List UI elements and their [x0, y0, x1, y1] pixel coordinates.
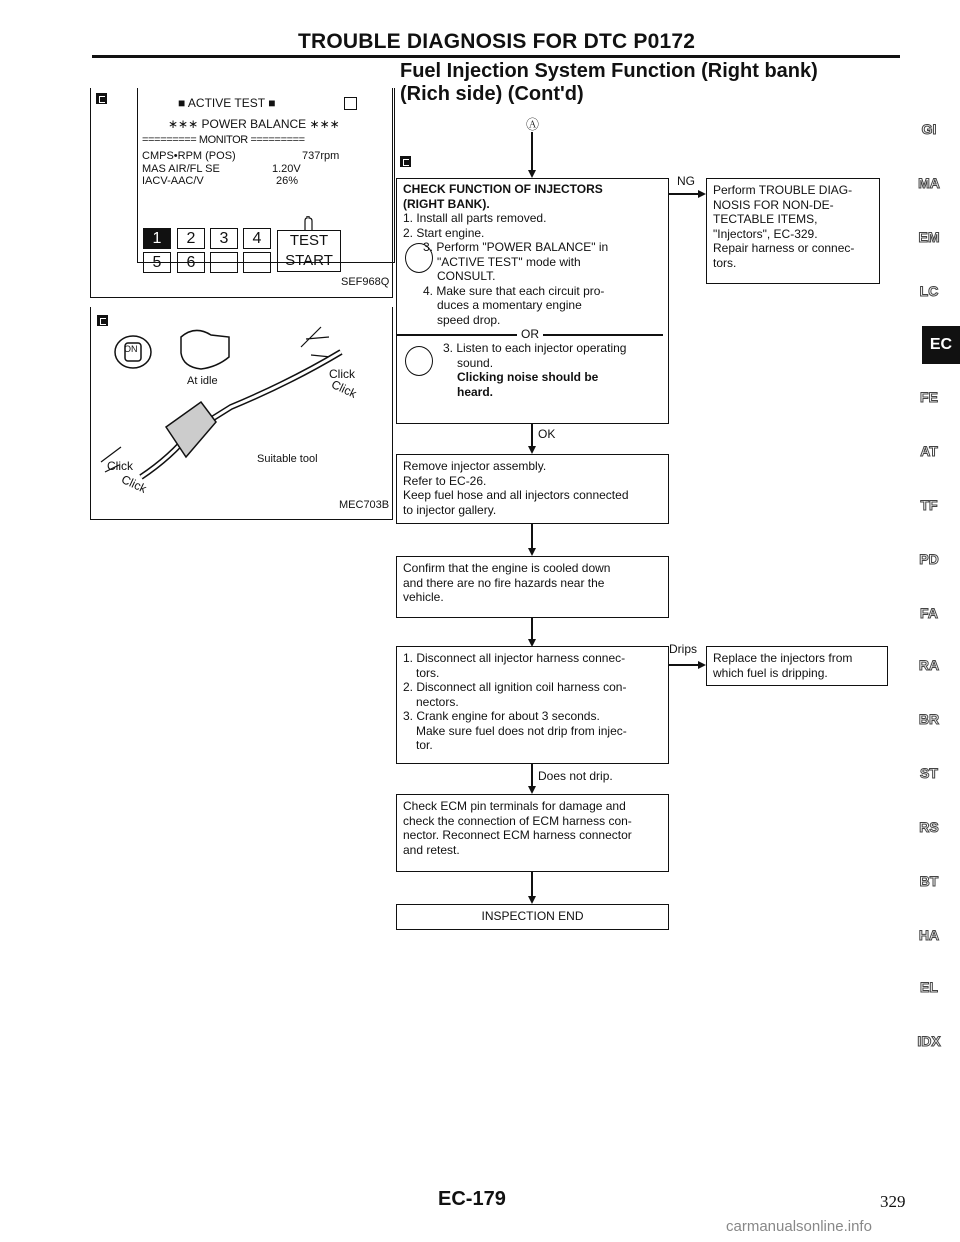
check-injectors-box: [396, 178, 669, 424]
ng-line: TECTABLE ITEMS,: [713, 212, 818, 226]
click-label: Click: [329, 367, 355, 381]
ecm-line: nector. Reconnect ECM harness connector: [403, 828, 632, 842]
check-step-2: 2. Start engine.: [403, 225, 485, 240]
drips-line: Replace the injectors from: [713, 651, 853, 665]
alt-step-3a: 3. Listen to each injector operating: [443, 341, 627, 355]
ecm-line: and retest.: [403, 842, 460, 857]
drips-action-box: [706, 646, 888, 686]
flow-arrow: [528, 548, 536, 556]
disconnect-line: nectors.: [416, 694, 459, 709]
flow-arrow: [528, 170, 536, 178]
remove-line: Refer to EC-26.: [403, 473, 487, 488]
confirm-line: Confirm that the engine is cooled down: [403, 561, 611, 575]
check-step-3a: 3. Perform "POWER BALANCE" in: [423, 240, 609, 254]
click-label: Click: [119, 472, 149, 496]
tab-br[interactable]: BR: [918, 711, 940, 727]
ecm-line: Check ECM pin terminals for damage and: [403, 799, 626, 813]
check-step-4c: speed drop.: [437, 312, 501, 327]
test-label: TEST: [289, 232, 329, 249]
tab-bt[interactable]: BT: [919, 873, 939, 889]
alt-step-3c: Clicking noise should be: [457, 370, 599, 384]
disconnect-line: 3. Crank engine for about 3 seconds.: [403, 709, 600, 723]
alt-step-3b: sound.: [457, 355, 494, 370]
alt-step-3d: heard.: [457, 384, 494, 399]
ng-line: Repair harness or connec-: [713, 241, 855, 255]
key-blank: [243, 252, 271, 273]
figure-id: SEF968Q: [341, 276, 390, 288]
tab-el[interactable]: EL: [920, 979, 938, 995]
power-balance-label: ∗∗∗ POWER BALANCE ∗∗∗: [168, 117, 340, 131]
disconnect-box: [396, 646, 669, 764]
click-label: Click: [329, 377, 359, 401]
tab-gi[interactable]: GI: [921, 121, 937, 137]
page-code: EC-179: [438, 1188, 506, 1210]
inspection-end-box: INSPECTION END: [396, 904, 669, 930]
connector-a: Ⓐ: [526, 117, 540, 132]
consult-tool-icon: [405, 243, 433, 273]
or-label: OR: [517, 327, 543, 342]
disconnect-line: tor.: [416, 738, 433, 752]
tab-fe[interactable]: FE: [920, 389, 938, 405]
tab-ma[interactable]: MA: [918, 175, 940, 191]
listen-tool-icon: [405, 346, 433, 376]
monitor-figure: [90, 88, 393, 298]
confirm-line: and there are no fire hazards near the: [403, 575, 605, 590]
flow-arrow: [698, 661, 706, 669]
check-step-1: 1. Install all parts removed.: [403, 211, 547, 225]
header-rule: [92, 55, 900, 58]
tab-lc[interactable]: LC: [919, 283, 939, 299]
confirm-line: vehicle.: [403, 590, 444, 604]
monitor-row-1-label: CMPS•RPM (POS): [142, 150, 236, 162]
remove-line: Keep fuel hose and all injectors connected: [403, 488, 629, 502]
key-5: 5: [143, 252, 171, 273]
check-ecm-box: [396, 794, 669, 872]
ng-line: tors.: [713, 255, 737, 270]
test-start-key: [277, 230, 341, 272]
key-3: 3: [210, 228, 238, 249]
disconnect-line: Make sure fuel does not drip from injec-: [416, 723, 627, 738]
check-step-4b: duces a momentary engine: [437, 298, 582, 312]
square-icon: ■: [178, 96, 186, 110]
monitor-line: ========= MONITOR =========: [142, 134, 305, 146]
remove-line: to injector gallery.: [403, 502, 497, 517]
key-4: 4: [243, 228, 271, 249]
drips-line: which fuel is dripping.: [713, 665, 828, 680]
watermark: carmanualsonline.info: [726, 1218, 872, 1235]
check-step-3c: CONSULT.: [437, 269, 496, 283]
consult-icon: [400, 156, 411, 167]
tab-ec[interactable]: EC: [922, 326, 960, 364]
figure-id: MEC703B: [339, 499, 390, 511]
disconnect-line: 1. Disconnect all injector harness connec-: [403, 651, 626, 665]
confirm-box: [396, 556, 669, 618]
ng-line: NOSIS FOR NON-DE-: [713, 197, 834, 212]
disconnect-line: 2. Disconnect all ignition coil harness con-: [403, 680, 627, 694]
start-label: START: [285, 252, 333, 269]
check-title-1: CHECK FUNCTION OF INJECTORS: [403, 182, 603, 196]
monitor-row-2-label: MAS AIR/FL SE: [142, 163, 220, 175]
flow-arrow: [698, 190, 706, 198]
remove-injector-box: [396, 454, 669, 524]
ecm-line: check the connection of ECM harness con-: [403, 813, 632, 828]
tab-ha[interactable]: HA: [918, 927, 940, 943]
tab-fa[interactable]: FA: [920, 605, 938, 621]
ng-line: Perform TROUBLE DIAG-: [713, 183, 853, 197]
key-6: 6: [177, 252, 205, 273]
check-step-4a: 4. Make sure that each circuit pro-: [423, 283, 605, 298]
monitor-row-1-value: 737rpm: [302, 150, 340, 162]
monitor-row-2-value: 1.20V: [272, 163, 301, 175]
checkbox-icon: [344, 97, 357, 110]
ng-action-box: [706, 178, 880, 284]
subtitle-line-1: Fuel Injection System Function (Right bank): [400, 60, 818, 82]
ng-label: NG: [677, 174, 695, 188]
key-2: 2: [177, 228, 205, 249]
page-header-title: TROUBLE DIAGNOSIS FOR DTC P0172: [298, 30, 696, 53]
at-idle-label: At idle: [187, 375, 218, 387]
ignition-on-label: ON: [124, 344, 138, 354]
injector-figure: [90, 307, 393, 520]
section-tabs: [900, 0, 960, 1242]
monitor-row-3-label: IACV-AAC/V: [142, 175, 204, 187]
active-test-label: ACTIVE TEST: [187, 96, 265, 110]
ok-label: OK: [538, 427, 556, 441]
tab-em[interactable]: EM: [918, 229, 940, 245]
drips-label: Drips: [669, 642, 698, 656]
subtitle-line-2: (Rich side) (Cont'd): [400, 83, 584, 105]
key-blank: [210, 252, 238, 273]
disconnect-line: tors.: [416, 665, 440, 680]
tab-tf[interactable]: TF: [920, 497, 938, 513]
click-label: Click: [107, 459, 133, 473]
square-icon: ■: [268, 96, 276, 110]
tab-idx[interactable]: IDX: [917, 1033, 941, 1049]
flow-arrow: [528, 446, 536, 454]
suitable-tool-label: Suitable tool: [257, 453, 318, 465]
tab-pd[interactable]: PD: [919, 551, 939, 567]
page-number: 329: [880, 1192, 906, 1211]
tab-at[interactable]: AT: [920, 443, 938, 459]
tab-st[interactable]: ST: [920, 765, 938, 781]
tab-ra[interactable]: RA: [918, 657, 940, 673]
remove-line: Remove injector assembly.: [403, 459, 547, 473]
tab-rs[interactable]: RS: [919, 819, 939, 835]
ng-line: "Injectors", EC-329.: [713, 226, 818, 241]
monitor-row-3-value: 26%: [276, 175, 299, 187]
flow-arrow: [528, 786, 536, 794]
check-step-3b: "ACTIVE TEST" mode with: [437, 254, 581, 269]
does-not-drip-label: Does not drip.: [538, 769, 613, 783]
flow-arrow: [528, 896, 536, 904]
key-1: 1: [143, 228, 171, 249]
pointing-hand-icon: [302, 216, 314, 230]
check-title-2: (RIGHT BANK).: [403, 196, 490, 211]
section-subtitle: [400, 60, 818, 106]
